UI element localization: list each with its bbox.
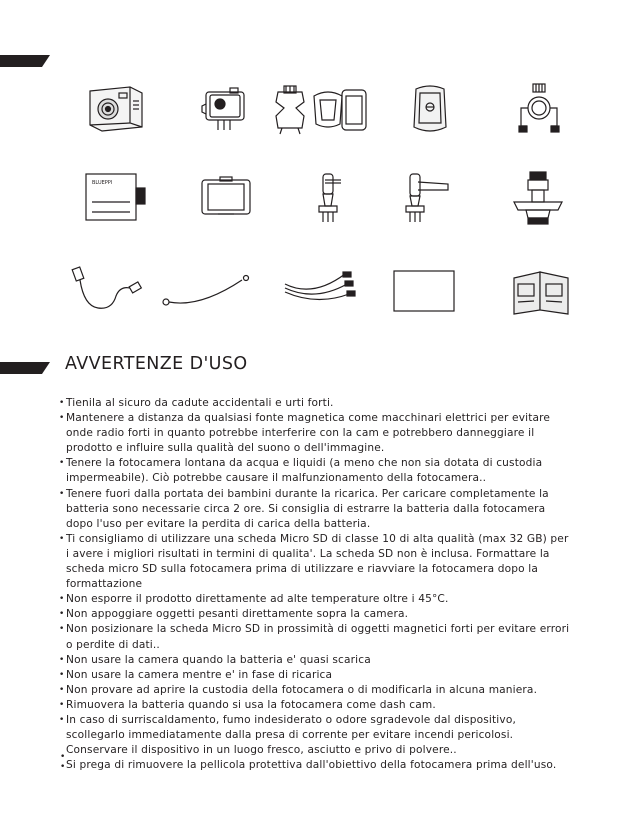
tripod-adapter-icon (510, 170, 566, 226)
stray-bullet: • (60, 762, 66, 772)
list-item: • Tenere fuori dalla portata dei bambini durante la ricarica. Per caricare completamente la batteria sono necessarie circa 2 ore. Si consiglia di estrarre la batteria dalla fotocamera dopo l'uso per evitare la perdita di carica della batteria. (60, 487, 570, 532)
lens-cloth-icon (393, 270, 455, 312)
usb-cable-icon (72, 266, 144, 316)
list-item: • Non usare la camera mentre e' in fase di ricarica (60, 668, 570, 683)
stray-bullet: • (60, 752, 66, 762)
handlebar-mount-icon (513, 82, 565, 134)
page-title: AVVERTENZE D'USO (65, 354, 248, 374)
list-item: • Tenere la fotocamera lontana da acqua e liquidi (a meno che non sia dotata di custodia impermeabile). Ciò potrebbe causare il malfunzionamento della fotocamera.. (60, 456, 570, 486)
list-item: • Non provare ad aprire la custodia della fotocamera o di modificarla in alcuna maniera. (60, 683, 570, 698)
list-item: • Rimuovera la batteria quando si usa la fotocamera come dash cam. (60, 698, 570, 713)
long-connector-icon (400, 172, 450, 224)
accessories-grid (0, 0, 629, 330)
list-item: • Non usare la camera quando la batteria e' quasi scarica (60, 653, 570, 668)
buckle-mounts-icon (268, 84, 376, 136)
list-item: • In caso di surriscaldamento, fumo indesiderato o odore sgradevole dal dispositivo, scollegarlo immediatamente dalla presa di corrente per evitare incendi pericolosi. (60, 713, 570, 743)
list-item: Si prega di rimuovere la pellicola protettiva dall'obiettivo della fotocamera prima dell'uso. (66, 759, 557, 772)
helmet-mount-icon (410, 83, 450, 135)
short-connector-icon (313, 172, 343, 224)
tether-icon (160, 274, 252, 308)
bandages-icon (283, 270, 359, 306)
list-item: • Non appoggiare oggetti pesanti direttamente sopra la camera. (60, 607, 570, 622)
battery-brand-label: BLUEPPI (92, 180, 113, 186)
section-tab-warnings (0, 362, 50, 374)
warnings-list (60, 396, 570, 773)
list-item: • Non posizionare la scheda Micro SD in prossimità di oggetti magnetici forti per evitare errori o perdite di dati.. (60, 622, 570, 652)
list-item: • Mantenere a distanza da qualsiasi fonte magnetica come macchinari elettrici per evitare onde radio forti in quanto potrebbe interferire con la cam e potrebbero danneggiare il prodotto e influire sulla qualità del suono o dell'immagine. (60, 411, 570, 456)
battery-icon (84, 172, 148, 222)
list-item: • Non esporre il prodotto direttamente ad alte temperature oltre i 45°C. (60, 592, 570, 607)
protective-backdoor-icon (200, 176, 252, 218)
user-manual-icon (512, 270, 570, 316)
waterproof-case-icon (200, 84, 250, 134)
list-item: Conservare il dispositivo in un luogo fresco, asciutto e privo di polvere.. (66, 744, 457, 757)
list-item: • Tienila al sicuro da cadute accidentali e urti forti. (60, 396, 570, 411)
action-camera-icon (86, 83, 146, 135)
list-item: • Ti consigliamo di utilizzare una scheda Micro SD di classe 10 di alta qualità (max 32 GB) per i avere i migliori risultati in termini di qualita'. La scheda SD non è inclusa. Formattare la scheda micro SD sulla fotocamera prima di utilizzare e riavviare la fotocamera dopo la formattazione (60, 532, 570, 592)
